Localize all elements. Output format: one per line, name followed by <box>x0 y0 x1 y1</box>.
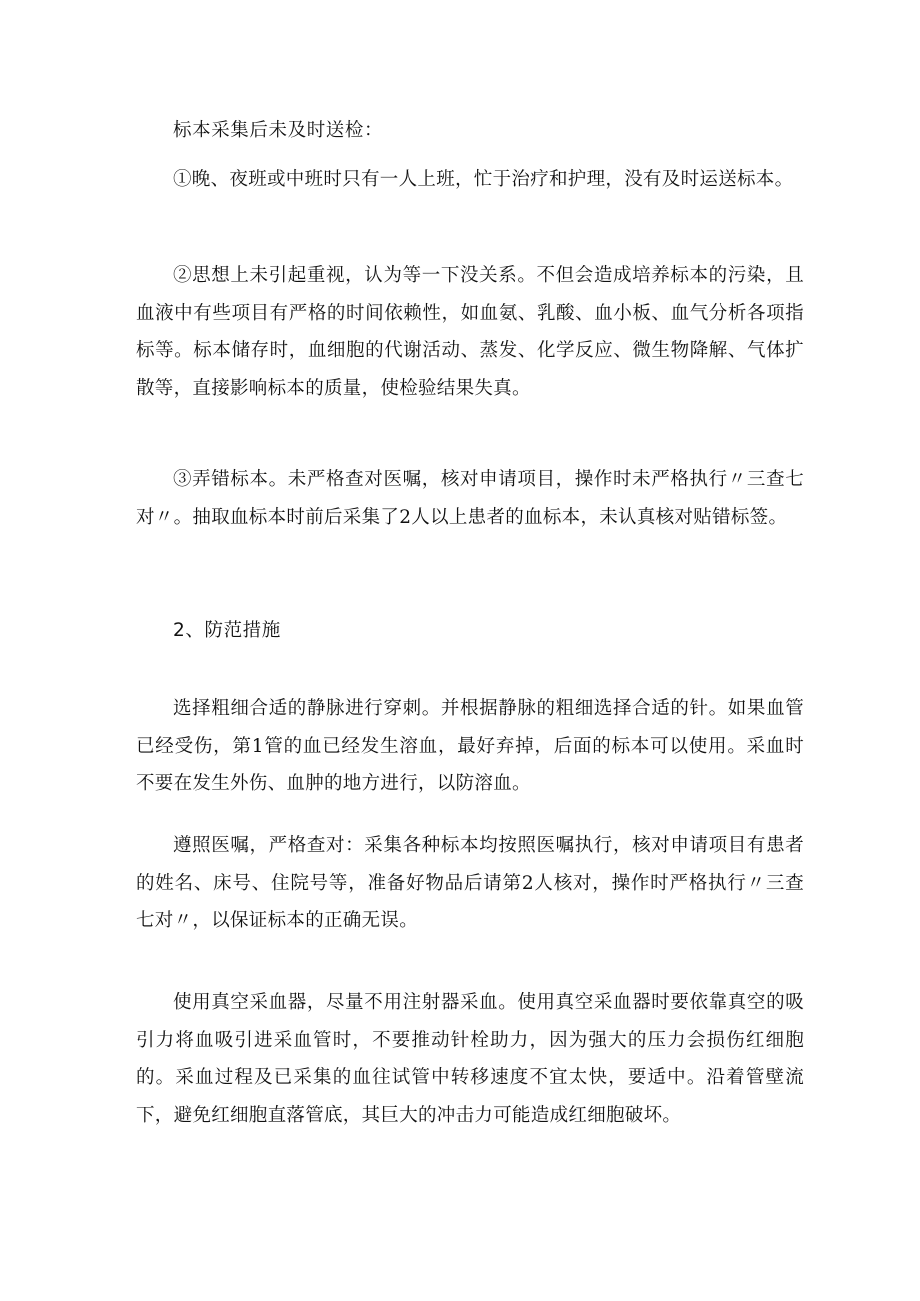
paragraph-4-block <box>136 690 804 803</box>
section2-heading: 2、防范措施 <box>173 620 281 641</box>
paragraph-1: ①晚、夜班或中班时只有一人上班，忙于治疗和护理，没有及时运送标本。 <box>173 169 794 190</box>
section1-heading-block <box>136 118 804 144</box>
paragraph-3-block <box>136 461 804 536</box>
paragraph-6-block <box>136 984 804 1134</box>
paragraph-4: 选择粗细合适的静脉进行穿刺。并根据静脉的粗细选择合适的针。如果血管已经受伤，第1管的血已经发生溶血，最好弃掉，后面的标本可以使用。采血时不要在发生外伤、血肿的地方进行，以防溶血。 <box>136 698 804 794</box>
section1-heading: 标本采集后未及时送检： <box>173 120 384 141</box>
paragraph-3: ③弄错标本。未严格查对医嘱，核对申请项目，操作时未严格执行〃三查七对〃。抽取血标本时前后采集了2人以上患者的血标本，未认真核对贴错标签。 <box>136 469 804 528</box>
paragraph-2: ②思想上未引起重视，认为等一下没关系。不但会造成培养标本的污染，且血液中有些项目有严格的时间依赖性，如血氨、乳酸、血小板、血气分析各项指标等。标本储存时，血细胞的代谢活动、蒸发、化学反应、微生物降解、气体扩散等，直接影响标本的质量，使检验结果失真。 <box>136 265 804 399</box>
paragraph-1-block <box>136 161 804 199</box>
paragraph-2-block <box>136 257 804 407</box>
paragraph-5-block <box>136 827 804 940</box>
paragraph-6: 使用真空采血器，尽量不用注射器采血。使用真空采血器时要依靠真空的吸引力将血吸引进采血管时，不要推动针栓助力，因为强大的压力会损伤红细胞的。采血过程及已采集的血往试管中转移速度不宜太快，要适中。沿着管壁流下，避免红细胞直落管底，其巨大的冲击力可能造成红细胞破坏。 <box>136 992 804 1126</box>
paragraph-5: 遵照医嘱，严格查对：采集各种标本均按照医嘱执行，核对申请项目有患者的姓名、床号、住院号等，准备好物品后请第2人核对，操作时严格执行〃三查七对〃，以保证标本的正确无误。 <box>136 835 804 931</box>
section2-heading-block <box>136 618 804 644</box>
